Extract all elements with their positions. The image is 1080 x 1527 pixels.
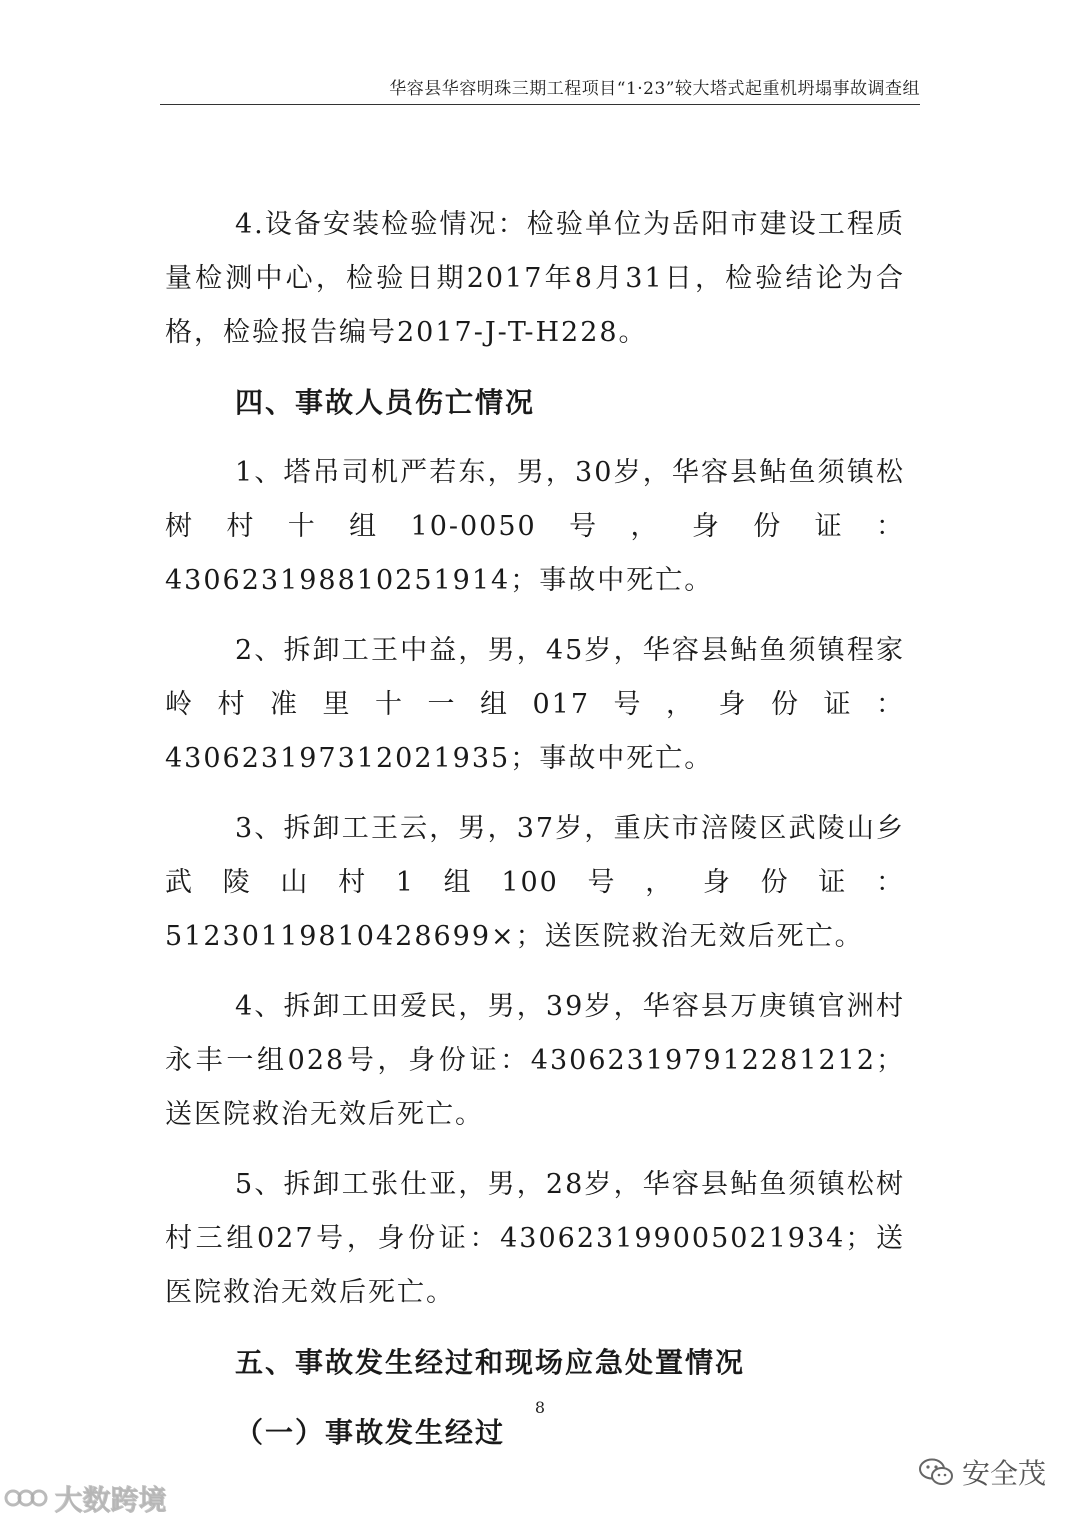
victim-entry-5: 5、拆卸工张仕亚，男，28岁，华容县鲇鱼须镇松树村三组027号，身份证：430623199005021934；送医院救治无效后死亡。 [165, 1169, 905, 1308]
watermark-left [4, 1478, 166, 1518]
paragraph-inspection: 4.设备安装检验情况：检验单位为岳阳市建设工程质量检测中心，检验日期2017年8月31日，检验结论为合格，检验报告编号2017-J-T-H228。 [165, 209, 905, 348]
victim-entry-3: 3、拆卸工王云，男，37岁，重庆市涪陵区武陵山乡武陵山村1组100号，身份证：51230119810428699×；送医院救治无效后死亡。 [165, 813, 905, 952]
subsection-heading-accident-occurrence: （一）事故发生经过 [235, 1416, 506, 1449]
watermark-right [918, 1452, 1046, 1492]
page-number: 8 [534, 1398, 546, 1417]
section-heading-casualties: 四、事故人员伤亡情况 [235, 386, 536, 419]
header-divider [160, 104, 920, 105]
header-title: 华容县华容明珠三期工程项目“1·23”较大塔式起重机坍塌事故调查组 [389, 79, 920, 99]
watermark-right-text: 安全茂 [961, 1457, 1046, 1490]
wechat-icon [918, 1457, 954, 1487]
section-heading-accident-process: 五、事故发生经过和现场应急处置情况 [235, 1346, 746, 1379]
page-header [160, 74, 920, 104]
victim-entry-2: 2、拆卸工王中益，男，45岁，华容县鲇鱼须镇程家岭村准里十一组017号，身份证：430623197312021935；事故中死亡。 [165, 635, 905, 774]
brand-logo-icon [4, 1485, 48, 1511]
victim-entry-1: 1、塔吊司机严若东，男，30岁，华容县鲇鱼须镇松树村十组10-0050号，身份证：430623198810251914；事故中死亡。 [165, 457, 905, 596]
victim-entry-4: 4、拆卸工田爱民，男，39岁，华容县万庚镇官洲村永丰一组028号，身份证：430623197912281212；送医院救治无效后死亡。 [165, 991, 905, 1130]
document-body [165, 198, 905, 1476]
watermark-left-text: 大数跨境 [54, 1483, 167, 1516]
